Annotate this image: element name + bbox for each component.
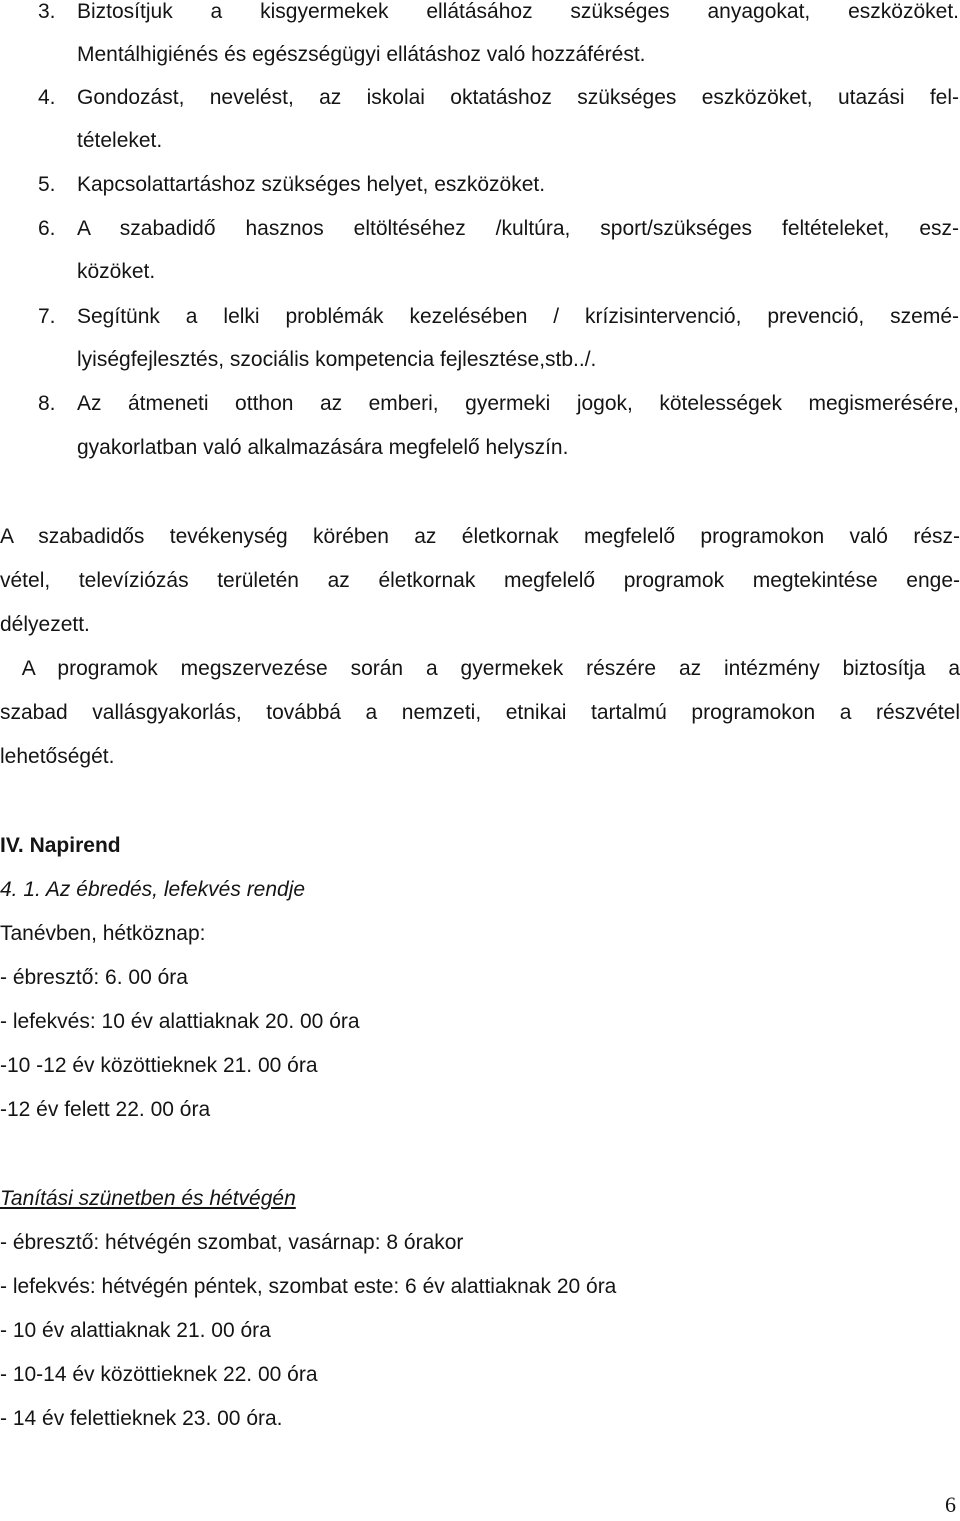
holiday-line: - 10-14 év közöttieknek 22. 00 óra	[0, 1363, 318, 1386]
paragraph-1-line-2: vétel, televíziózás területén az életkornak megfelelő programok megtekintése enge-	[0, 569, 960, 592]
list-item-8-line-2: gyakorlatban való alkalmazására megfelelő helyszín.	[77, 436, 569, 459]
list-number-4: 4.	[38, 86, 56, 109]
list-item-4-line-1: Gondozást, nevelést, az iskolai oktatáshoz szükséges eszközöket, utazási fel-	[77, 86, 959, 109]
list-item-6-line-1: A szabadidő hasznos eltöltéséhez /kultúra, sport/szükséges feltételeket, esz-	[77, 217, 959, 240]
paragraph-2-line-2: szabad vallásgyakorlás, továbbá a nemzeti, etnikai tartalmú programokon a részvétel	[0, 701, 960, 724]
holiday-line: - ébresztő: hétvégén szombat, vasárnap: 8 órakor	[0, 1231, 464, 1254]
holiday-label: Tanítási szünetben és hétvégén	[0, 1187, 296, 1210]
list-item-8-line-1: Az átmeneti otthon az emberi, gyermeki jogok, kötelességek megismerésére,	[77, 392, 959, 415]
holiday-line: - 10 év alattiaknak 21. 00 óra	[0, 1319, 271, 1342]
list-item-6-line-2: közöket.	[77, 260, 156, 283]
holiday-line: - 14 év felettieknek 23. 00 óra.	[0, 1407, 283, 1430]
section-heading: IV. Napirend	[0, 834, 121, 857]
list-item-5-line-1: Kapcsolattartáshoz szükséges helyet, eszközöket.	[77, 173, 546, 196]
list-item-3-line-1: Biztosítjuk a kisgyermekek ellátásához szükséges anyagokat, eszközöket.	[77, 0, 959, 23]
list-number-5: 5.	[38, 173, 56, 196]
school-term-line: -10 -12 év közöttieknek 21. 00 óra	[0, 1054, 318, 1077]
school-term-line: - ébresztő: 6. 00 óra	[0, 966, 188, 989]
list-number-3: 3.	[38, 0, 56, 23]
list-item-3-line-2: Mentálhigiénés és egészségügyi ellátáshoz való hozzáférést.	[77, 43, 646, 66]
list-item-7-line-1: Segítünk a lelki problémák kezelésében / krízisintervenció, prevenció, szemé-	[77, 305, 959, 328]
school-term-line: -12 év felett 22. 00 óra	[0, 1098, 211, 1121]
list-number-6: 6.	[38, 217, 56, 240]
paragraph-2-line-3: lehetőségét.	[0, 745, 115, 768]
section-subheading: 4. 1. Az ébredés, lefekvés rendje	[0, 878, 306, 901]
list-number-7: 7.	[38, 305, 56, 328]
list-number-8: 8.	[38, 392, 56, 415]
paragraph-1-line-1: A szabadidős tevékenység körében az életkornak megfelelő programokon való rész-	[0, 525, 960, 548]
list-item-4-line-2: tételeket.	[77, 129, 163, 152]
holiday-line: - lefekvés: hétvégén péntek, szombat este: 6 év alattiaknak 20 óra	[0, 1275, 617, 1298]
school-term-line: - lefekvés: 10 év alattiaknak 20. 00 óra	[0, 1010, 360, 1033]
paragraph-2-line-1: A programok megszervezése során a gyermekek részére az intézmény biztosítja a	[0, 657, 960, 680]
list-item-7-line-2: lyiségfejlesztés, szociális kompetencia fejlesztése,stb../.	[77, 348, 597, 371]
paragraph-1-line-3: délyezett.	[0, 613, 90, 636]
page-number: 6	[945, 1492, 956, 1517]
school-term-label: Tanévben, hétköznap:	[0, 922, 206, 945]
